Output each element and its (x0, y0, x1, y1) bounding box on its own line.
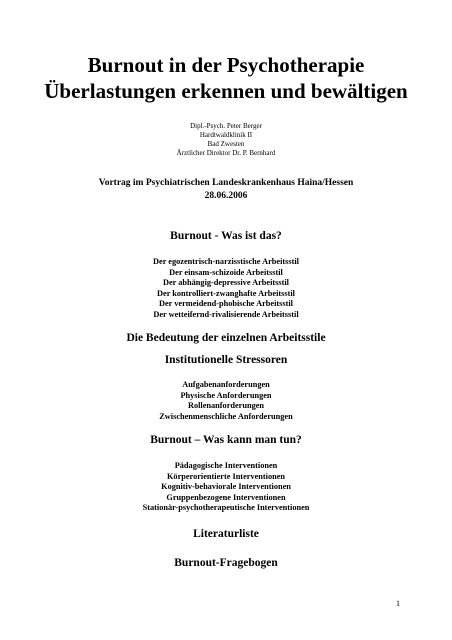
list-item: Zwischenmenschliche Anforderungen (159, 411, 293, 421)
list-item: Kognitiv-behaviorale Interventionen (161, 482, 291, 492)
list-item: Physische Anforderungen (180, 390, 272, 400)
list-item: Der einsam-schizoide Arbeitsstil (169, 267, 283, 277)
list-item: Der wetteifernd-rivalisierende Arbeitsstil (153, 309, 299, 319)
title-line-2: Überlastungen erkennen und bewältigen (44, 79, 408, 103)
section-heading-todo: Burnout – Was kann man tun? (150, 434, 302, 446)
list-item: Aufgabenanforderungen (182, 380, 270, 389)
event-date: 28.06.2006 (204, 191, 248, 201)
author-name: Dipl.-Psych. Peter Berger (190, 122, 262, 130)
author-director: Ärztlicher Direktor Dr. P. Bernhard (176, 149, 276, 157)
work-style-list (0, 257, 452, 321)
list-item: Stationär-psychotherapeutische Interventionen (142, 503, 310, 513)
intervention-list (0, 461, 452, 514)
list-item: Rollenanforderungen (187, 401, 265, 411)
event-title: Vortrag im Psychiatrischen Landeskrankenhaus Haina/Hessen (98, 178, 354, 188)
author-clinic: Hardtwaldklinik II (199, 131, 253, 139)
list-item: Pädagogische Interventionen (174, 461, 278, 470)
section-heading-meaning: Die Bedeutung der einzelnen Arbeitsstile (126, 332, 326, 344)
author-location: Bad Zwesten (207, 140, 245, 148)
list-item: Körperorientierte Interventionen (166, 471, 286, 481)
document-title (0, 52, 452, 104)
list-item: Gruppenbezogene Interventionen (166, 492, 286, 502)
section-heading-literature: Literaturliste (193, 528, 259, 540)
list-item: Der egozentrisch-narzisstische Arbeitsstil (153, 257, 299, 266)
title-line-1: Burnout in der Psychotherapie (87, 53, 365, 77)
section-heading-questionnaire: Burnout-Fragebogen (174, 557, 278, 569)
section-heading-what: Burnout - Was ist das? (170, 230, 282, 242)
stressor-list (0, 380, 452, 422)
author-block (0, 122, 452, 158)
page-number: 1 (396, 599, 400, 608)
event-block (0, 177, 452, 203)
list-item: Der kontrolliert-zwanghafte Arbeitsstil (157, 288, 295, 298)
list-item: Der abhängig-depressive Arbeitsstil (163, 278, 289, 288)
section-heading-stressors: Institutionelle Stressoren (164, 354, 288, 366)
list-item: Der vermeidend-phobische Arbeitsstil (159, 299, 293, 309)
